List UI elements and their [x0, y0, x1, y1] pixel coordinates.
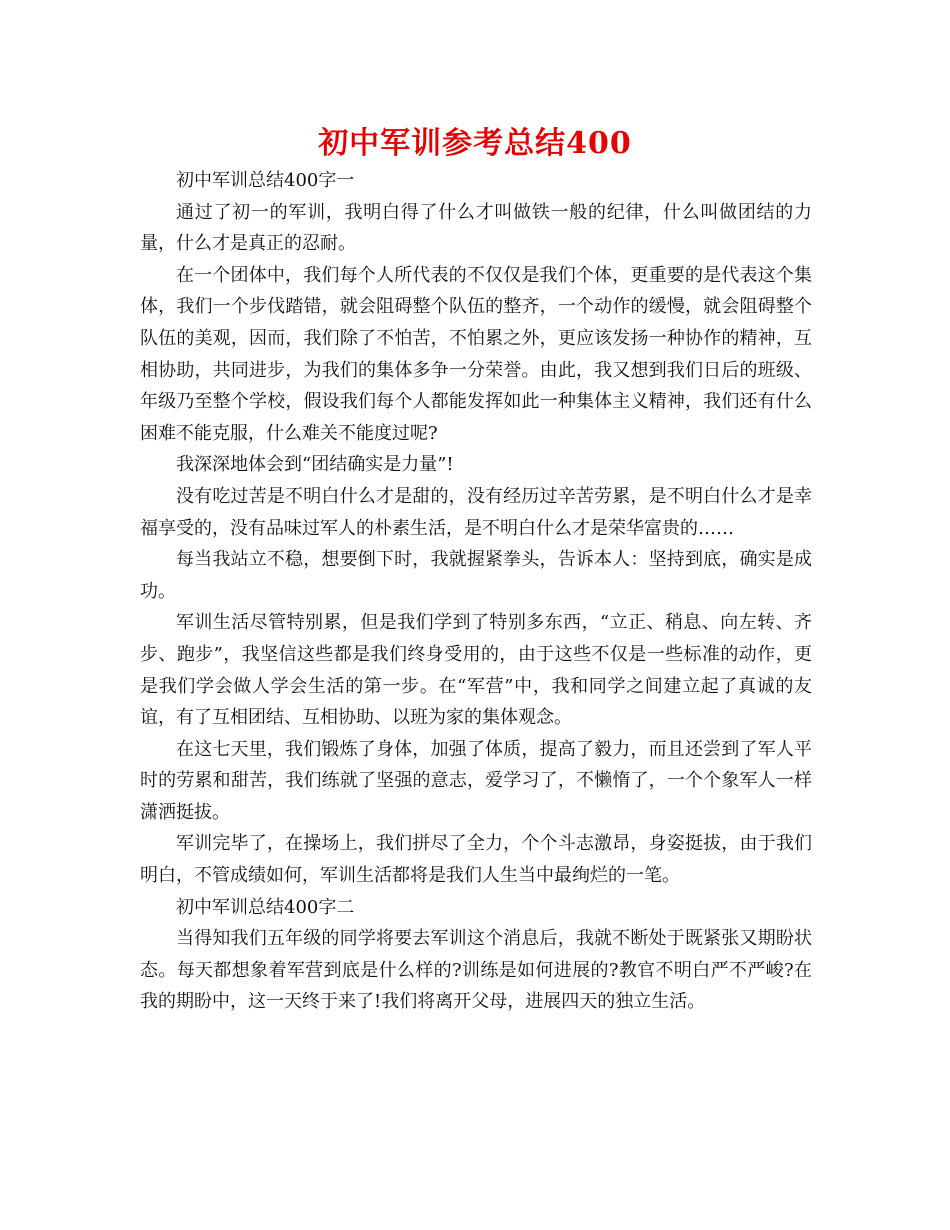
paragraph: 当得知我们五年级的同学将要去军训这个消息后，我就不断处于既紧张又期盼状态。每天都想象着军营到底是什么样的?训练是如何进展的?教官不明白严不严峻?在我的期盼中，这一天终于来了!我们将离开父母，进展四天的独立生活。	[140, 928, 812, 1013]
document-title: 初中军训参考总结400	[318, 126, 632, 161]
paragraph: 每当我站立不稳，想要倒下时，我就握紧拳头，告诉本人：坚持到底，确实是成功。	[140, 549, 812, 602]
document-body	[140, 165, 812, 1018]
paragraph: 通过了初一的军训，我明白得了什么才叫做铁一般的纪律，什么叫做团结的力量，什么才是真正的忍耐。	[140, 201, 812, 255]
paragraph: 没有吃过苦是不明白什么才是甜的，没有经历过辛苦劳累，是不明白什么才是幸福享受的，没有品味过军人的朴素生活，是不明白什么才是荣华富贵的……	[140, 485, 812, 539]
paragraph: 我深深地体会到“团结确实是力量”!	[176, 454, 454, 476]
section-heading-2: 初中军训总结400字二	[176, 896, 355, 918]
paragraph: 在一个团体中，我们每个人所代表的不仅仅是我们个体，更重要的是代表这个集体，我们一个步伐踏错，就会阻碍整个队伍的整齐，一个动作的缓慢，就会阻碍整个队伍的美观，因而，我们除了不怕苦，不怕累之外，更应该发扬一种协作的精神，互相协助，共同进步，为我们的集体多争一分荣誉。由此，我又想到我们日后的班级、年级乃至整个学校，假设我们每个人都能发挥如此一种集体主义精神，我们还有什么困难不能克服，什么难关不能度过呢?	[140, 264, 812, 444]
section-heading-1: 初中军训总结400字一	[176, 170, 355, 191]
paragraph: 军训完毕了，在操场上，我们拼尽了全力，个个斗志激昂，身姿挺拔，由于我们明白，不管成绩如何，军训生活都将是我们人生当中最绚烂的一笔。	[140, 833, 812, 887]
paragraph: 在这七天里，我们锻炼了身体，加强了体质，提高了毅力，而且还尝到了军人平时的劳累和甜苦，我们练就了坚强的意志，爱学习了，不懒惰了，一个个象军人一样潇洒挺拔。	[140, 738, 812, 823]
paragraph: 军训生活尽管特别累，但是我们学到了特别多东西，“立正、稍息、向左转、齐步、跑步”，我坚信这些都是我们终身受用的，由于这些不仅是一些标准的动作，更是我们学会做人学会生活的第一步。在“军营”中，我和同学之间建立起了真诚的友谊，有了互相团结、互相协助、以班为家的集体观念。	[140, 612, 812, 729]
